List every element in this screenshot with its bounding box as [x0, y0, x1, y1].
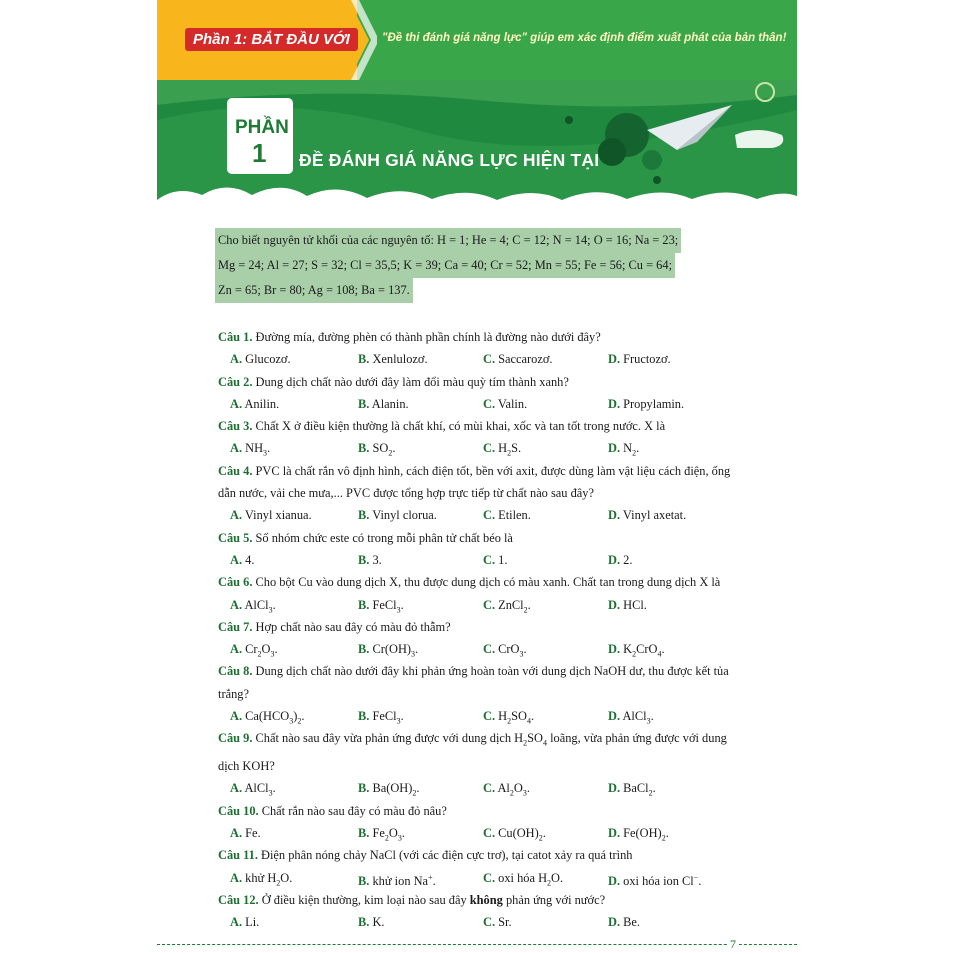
- page-number: 7: [727, 937, 739, 952]
- footer-dashed-line: [157, 944, 797, 945]
- atomic-mass-line: Mg = 24; Al = 27; S = 32; Cl = 35,5; K = 39; Ca = 40; Cr = 52; Mn = 55; Fe = 56; Cu = 64;: [215, 253, 675, 278]
- answer-option: B. Vinyl clorua.: [358, 508, 437, 523]
- question-body: Chất rắn nào sau đây có màu đỏ nâu?: [258, 803, 447, 818]
- question-text: [218, 727, 738, 777]
- question-label: Câu 8.: [218, 664, 253, 679]
- answer-option: B. 3.: [358, 552, 382, 567]
- question-text: [218, 415, 738, 437]
- answer-option: D. BaCl$_2$.: [608, 781, 656, 798]
- answer-option: A. Li.: [230, 915, 260, 930]
- answer-options: [218, 911, 738, 933]
- section-banner: [157, 80, 797, 210]
- answer-options: [218, 549, 738, 571]
- question-label: Câu 11.: [218, 848, 258, 863]
- answer-option: A. Vinyl xianua.: [230, 508, 312, 523]
- answer-option: B. $Fe_2O_3$.: [358, 826, 405, 843]
- answer-option: D. Fructozơ.: [608, 352, 671, 367]
- answer-option: C. $H_2S$.: [483, 441, 522, 458]
- answer-option: A. Anilin.: [230, 396, 280, 411]
- answer-option: D. HCl.: [608, 597, 647, 612]
- answer-options: [218, 594, 738, 616]
- answer-option: C. $H_2SO_4$.: [483, 709, 535, 726]
- answer-option: D. oxi hóa ion Cl−.: [608, 872, 702, 888]
- answer-option: B. khử ion Na+.: [358, 872, 436, 888]
- answer-option: A. Fe.: [230, 826, 261, 840]
- answer-option: B. $Cr(OH)_3$.: [358, 642, 419, 659]
- answer-option: D. Be.: [608, 915, 641, 930]
- question-body: Số nhóm chức este có trong mỗi phân tử chất béo là: [252, 530, 513, 545]
- answer-option: B. FeCl$_3$.: [358, 597, 404, 615]
- answer-option: C. $Al_2O_3$.: [483, 781, 530, 798]
- answer-options: [218, 777, 738, 799]
- question-label: Câu 12.: [218, 892, 259, 907]
- section-title: ĐỀ ĐÁNH GIÁ NĂNG LỰC HIỆN TẠI: [299, 150, 600, 170]
- answer-option: C. Valin.: [483, 396, 528, 411]
- answer-option: B. K.: [358, 915, 385, 930]
- question-label: Câu 10.: [218, 803, 259, 818]
- answer-option: A. $NH_3$.: [230, 441, 271, 458]
- question-text: [218, 527, 738, 549]
- answer-option: D. 2.: [608, 552, 633, 567]
- question-label: Câu 4.: [218, 463, 253, 478]
- question-text: [218, 889, 738, 911]
- answer-option: C. ZnCl$_2$.: [483, 597, 531, 615]
- question-body: Ở điều kiện thường, kim loại nào sau đây không phản ứng với nước?: [258, 892, 606, 907]
- question-text: [218, 326, 738, 348]
- answer-option: C. CrO$_3$.: [483, 642, 527, 659]
- answer-option: B. FeCl$_3$.: [358, 709, 404, 726]
- answer-option: B. Xenlulozơ.: [358, 352, 428, 367]
- answer-option: A. $Ca(HCO_3)_2$.: [230, 709, 305, 726]
- question-label: Câu 2.: [218, 374, 253, 389]
- answer-option: D. Propylamin.: [608, 396, 685, 411]
- question-list: [218, 326, 738, 933]
- question-label: Câu 6.: [218, 575, 253, 590]
- question-text: [218, 800, 738, 822]
- question-body: Dung dịch chất nào dưới đây làm đổi màu quỳ tím thành xanh?: [252, 374, 569, 389]
- question-text: [218, 371, 738, 393]
- header-tagline: "Đề thi đánh giá năng lực" giúp em xác định điểm xuất phát của bản thân!: [382, 32, 787, 44]
- answer-options: [218, 822, 738, 844]
- question-label: Câu 1.: [218, 330, 253, 344]
- atomic-mass-box: [215, 228, 695, 303]
- answer-option: A. khử $H_2O$.: [230, 870, 293, 888]
- answer-option: B. $Ba(OH)_2$.: [358, 781, 420, 798]
- question-text: [218, 571, 738, 593]
- question-text: [218, 660, 738, 705]
- question-body: Cho bột Cu vào dung dịch X, thu được dung dịch có màu xanh. Chất tan trong dung dịch X là: [252, 575, 721, 590]
- answer-options: [218, 348, 738, 370]
- question-body: Hợp chất nào sau đây có màu đỏ thẫm?: [252, 619, 451, 634]
- answer-option: A. 4.: [230, 552, 255, 567]
- answer-option: C. Etilen.: [483, 508, 531, 523]
- question-label: Câu 5.: [218, 530, 253, 545]
- answer-option: B. Alanin.: [358, 396, 409, 411]
- answer-option: D. AlCl$_3$.: [608, 709, 654, 726]
- answer-option: A. AlCl$_3$.: [230, 781, 276, 798]
- answer-option: D. Vinyl axetat.: [608, 508, 687, 523]
- atomic-mass-line: Cho biết nguyên tử khối của các nguyên tố: H = 1; He = 4; C = 12; N = 14; O = 16; Na = 23;: [215, 228, 681, 253]
- answer-option: D. $Fe(OH)_2$.: [608, 826, 669, 843]
- answer-option: A. $Cr_2O_3$.: [230, 642, 278, 659]
- answer-option: C. Saccarozơ.: [483, 352, 553, 367]
- atomic-mass-line: Zn = 65; Br = 80; Ag = 108; Ba = 137.: [215, 278, 413, 303]
- question-body: Dung dịch chất nào dưới đây khi phản ứng hoàn toàn với dung dịch NaOH dư, thu được kết tủa trắng?: [218, 664, 729, 701]
- question-body: Đường mía, đường phèn có thành phần chính là đường nào dưới đây?: [252, 330, 601, 344]
- answer-option: C. $Cu(OH)_2$.: [483, 826, 546, 843]
- question-body: Chất nào sau đây vừa phản ứng được với dung dịch $H_2SO_4$ loãng, vừa phản ứng được với dung dịch KOH?: [218, 731, 727, 774]
- answer-options: [218, 437, 738, 459]
- answer-option: D. $K_2CrO_4$.: [608, 642, 665, 659]
- answer-options: [218, 867, 738, 889]
- question-text: [218, 460, 738, 505]
- answer-options: [218, 638, 738, 660]
- answer-option: A. Glucozơ.: [230, 352, 291, 367]
- part-word: PHẦN: [235, 117, 289, 138]
- question-label: Câu 3.: [218, 419, 253, 434]
- question-label: Câu 9.: [218, 731, 253, 746]
- answer-option: A. AlCl$_3$.: [230, 597, 276, 615]
- answer-option: D. $N_2$.: [608, 441, 640, 458]
- question-text: [218, 616, 738, 638]
- answer-option: C. oxi hóa $H_2O$.: [483, 870, 564, 888]
- answer-option: C. 1.: [483, 552, 508, 567]
- question-body: Chất X ở điều kiện thường là chất khí, có mùi khai, xốc và tan tốt trong nước. X là: [252, 419, 666, 434]
- answer-options: [218, 504, 738, 526]
- question-body: Điện phân nóng chảy NaCl (với các điện cực trơ), tại catot xảy ra quá trình: [257, 848, 633, 863]
- answer-option: B. $SO_2$.: [358, 441, 396, 458]
- answer-options: [218, 705, 738, 727]
- part-label: Phần 1: BẮT ĐẦU VỚI: [185, 28, 358, 51]
- top-header-bar: [157, 0, 797, 80]
- book-page: [157, 0, 797, 954]
- answer-option: C. Sr.: [483, 915, 512, 930]
- part-number: 1: [252, 138, 267, 168]
- answer-options: [218, 393, 738, 415]
- question-body: PVC là chất rắn vô định hình, cách điện tốt, bền với axit, được dùng làm vật liệu cách điện, ống dẫn nước, vải che mưa,... PVC được tổng hợp trực tiếp từ chất nào sau đây?: [218, 463, 731, 501]
- question-label: Câu 7.: [218, 619, 253, 634]
